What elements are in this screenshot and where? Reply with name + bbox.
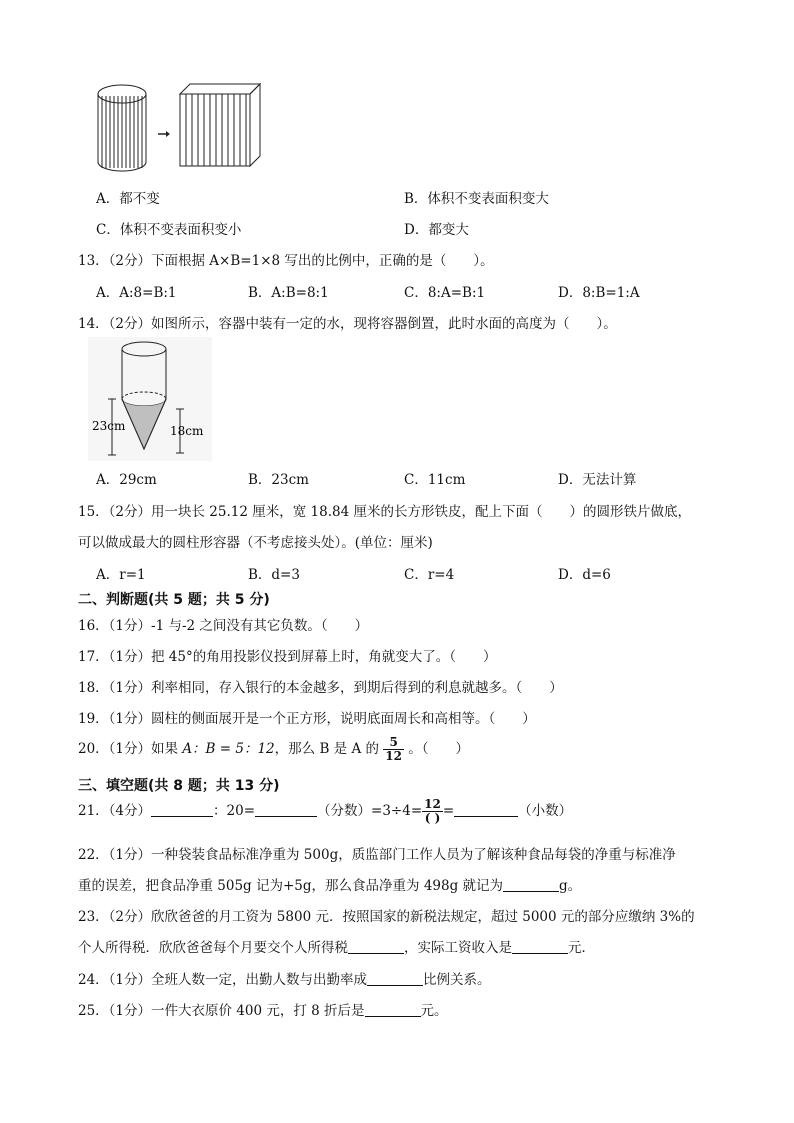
q12-option-d[interactable]: D．都变大 [404, 222, 469, 238]
height-label-18: 18cm [170, 424, 204, 438]
q25-text: 25．（1分）一件大衣原价 400 元，打 8 折后是 元。 [78, 1003, 448, 1019]
q20-pre: 20．（1分）如果 [78, 741, 183, 757]
q15-option-d[interactable]: D．d=6 [558, 567, 611, 583]
q21-blank-2[interactable] [255, 802, 317, 817]
q15-line1: 15．（2分）用一块长 25.12 厘米，宽 18.84 厘米的长方形铁皮，配上下面（ ）的圆形铁片做底， [78, 504, 691, 520]
q21-blank-3[interactable] [454, 802, 518, 817]
q14-text: 14．（2分）如图所示，容器中装有一定的水，现将容器倒置，此时水面的高度为（ ）。 [78, 316, 617, 332]
q14-option-b[interactable]: B．23cm [248, 472, 309, 488]
q12-option-c[interactable]: C．体积不变表面积变小 [96, 222, 242, 238]
q25-blank[interactable] [365, 1002, 421, 1017]
q20-post: 。（ ） [404, 741, 470, 757]
q15-option-a[interactable]: A．r=1 [96, 567, 146, 583]
q14-option-a[interactable]: A．29cm [96, 472, 157, 488]
q22-line2: 重的误差，把食品净重 505g 记为+5g，那么食品净重为 498g 就记为 g。 [78, 878, 582, 894]
q19-text: 19．（1分）圆柱的侧面展开是一个正方形，说明底面周长和高相等。（ ） [78, 711, 536, 727]
section-2-heading: 二、判断题(共 5 题；共 5 分) [78, 592, 270, 608]
section-3-heading: 三、填空题(共 8 题；共 13 分) [78, 778, 280, 794]
q21-text: 21．（4分） ：20= （分数）=3÷4= $\frac{12}{( )}$ = （小数） [78, 797, 573, 825]
q13-option-d[interactable]: D．8:B=1:A [558, 285, 640, 301]
q21-blank-1[interactable] [151, 802, 213, 817]
q22-line1: 22．（1分）一种袋装食品标准净重为 500g，质监部门工作人员为了解该种食品每袋的净重与标准净 [78, 847, 676, 863]
q12-option-a[interactable]: A．都不变 [96, 191, 160, 207]
q15-option-c[interactable]: C．r=4 [404, 567, 455, 583]
cylinder-figure [98, 85, 146, 171]
q20-text [78, 736, 469, 763]
height-label-23: 23cm [92, 419, 126, 433]
prism-figure [180, 84, 260, 166]
q15-line2: 可以做成最大的圆柱形容器（不考虑接头处）。(单位：厘米) [78, 535, 433, 551]
q22-blank[interactable] [503, 877, 559, 892]
q14-option-d[interactable]: D．无法计算 [558, 472, 637, 488]
q23-line1: 23．（2分）欣欣爸爸的月工资为 5800 元．按照国家的新税法规定，超过 5000 元的部分应缴纳 3%的 [78, 909, 695, 925]
q21-fraction: $\frac{12}{( )}$ [424, 797, 441, 825]
q20-fraction: $\frac{5}{12}$ [385, 735, 402, 763]
q13-option-c[interactable]: C．8:A=B:1 [404, 285, 486, 301]
q13-option-a[interactable]: A．A:8=B:1 [96, 285, 177, 301]
arrow-icon [158, 131, 170, 137]
q20-mid: ，那么 B 是 A 的 [274, 741, 384, 757]
q15-option-b[interactable]: B．d=3 [248, 567, 300, 583]
q23-blank-2[interactable] [512, 939, 568, 954]
q24-text: 24．（1分）全班人数一定，出勤人数与出勤率成 比例关系。 [78, 972, 491, 988]
q24-blank[interactable] [367, 971, 423, 986]
q18-text: 18．（1分）利率相同，存入银行的本金越多，到期后得到的利息就越多。（ ） [78, 680, 563, 696]
q20-ratio: A：B = 5：12 [182, 741, 275, 757]
q23-blank-1[interactable] [348, 939, 404, 954]
container-figure [88, 337, 212, 461]
q12-option-b[interactable]: B．体积不变表面积变大 [404, 191, 549, 207]
q13-text: 13．（2分）下面根据 A×B=1×8 写出的比例中，正确的是（ ）。 [78, 253, 494, 269]
q13-option-b[interactable]: B．A:B=8:1 [248, 285, 329, 301]
q14-option-c[interactable]: C．11cm [404, 472, 466, 488]
cylinder-to-prism-figure [96, 82, 268, 172]
q23-line2: 个人所得税．欣欣爸爸每个月要交个人所得税 ，实际工资收入是 元． [78, 940, 595, 956]
q16-text: 16．（1分）-1 与-2 之间没有其它负数。（ ） [78, 618, 369, 634]
q17-text: 17．（1分）把 45°的角用投影仪投到屏幕上时，角就变大了。（ ） [78, 649, 497, 665]
